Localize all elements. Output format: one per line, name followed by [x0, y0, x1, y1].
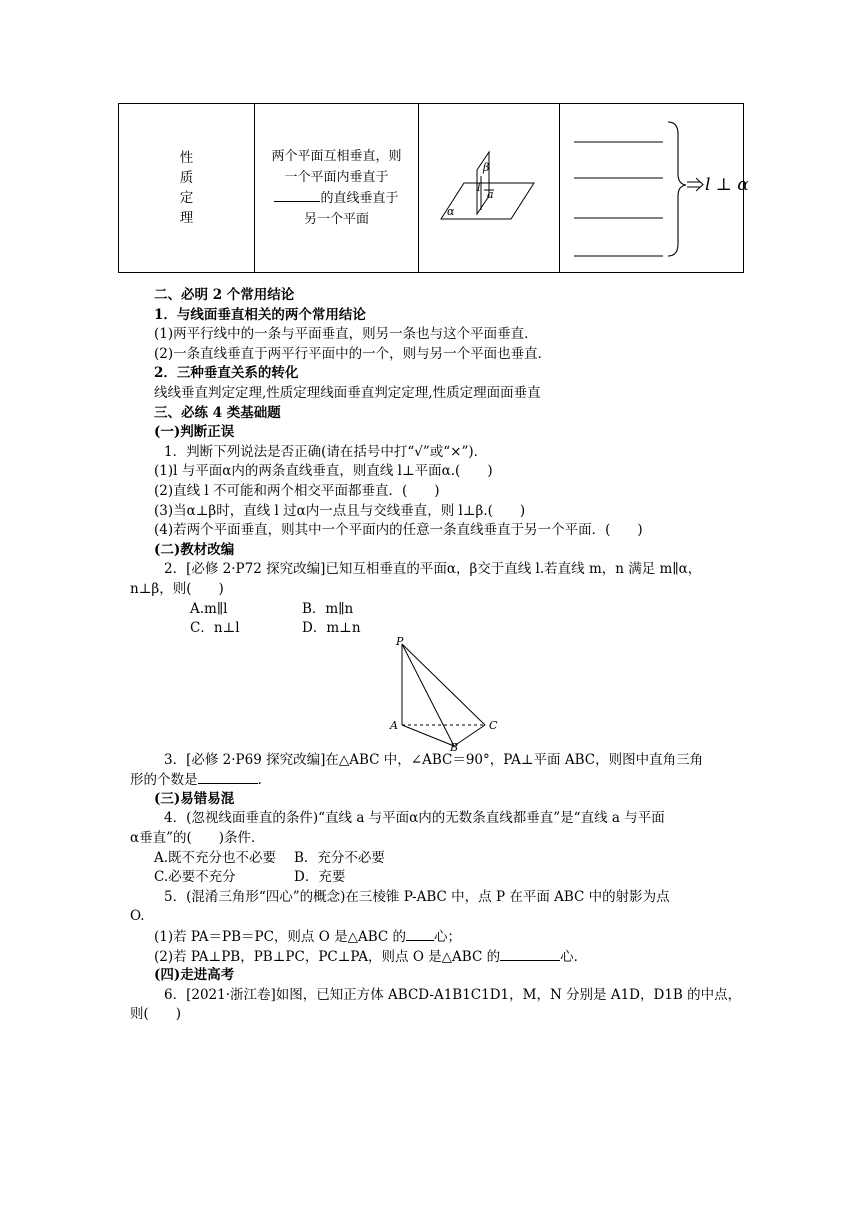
- statement-cell: [255, 104, 419, 273]
- answer-blank[interactable]: [406, 927, 434, 941]
- question-text: (1)若 PA＝PB＝PC，则点 O 是△ABC 的: [154, 929, 406, 946]
- question-item: (4)若两个平面垂直，则其中一个平面内的任意一条直线垂直于另一个平面．( ): [154, 522, 643, 539]
- question-text: 心．: [560, 948, 588, 965]
- question-stem: 则( ): [130, 1006, 182, 1023]
- figure-cell: [419, 104, 560, 273]
- label-alpha: α: [447, 205, 455, 218]
- answer-blank[interactable]: [198, 770, 258, 784]
- section-heading: 二、必明 2 个常用结论: [154, 287, 295, 303]
- options-row: [130, 868, 742, 888]
- vertex-C-label: C: [489, 718, 498, 732]
- conditions-cell: [560, 104, 749, 273]
- options-row: [130, 619, 742, 639]
- question-text: 心；: [434, 929, 461, 946]
- main-content: [130, 286, 742, 1025]
- question-item: [130, 927, 742, 947]
- question-stem: 1．判断下列说法是否正确(请在括号中打“√”或“×”)．: [164, 443, 488, 460]
- conclusion-text: l ⊥ α: [705, 175, 749, 195]
- statement-text: 的直线垂直于: [320, 191, 399, 206]
- vertex-P-label: P: [396, 634, 404, 648]
- answer-blank[interactable]: [500, 947, 560, 961]
- question-stem: n⊥β，则( ): [130, 580, 224, 597]
- row-label-char: 定: [179, 190, 194, 206]
- vertex-A-label: A: [390, 718, 398, 732]
- question-item: (1)l 与平面α内的两条直线垂直，则直线 l⊥平面α.( ): [154, 463, 493, 480]
- row-label-char: 性: [179, 150, 194, 166]
- question-text: (2)若 PA⊥PB，PB⊥PC，PC⊥PA，则点 O 是△ABC 的: [154, 948, 501, 965]
- arrow-head-icon: [696, 178, 703, 191]
- subsection-heading: (四)走进高考: [154, 967, 235, 984]
- option-b: B．m∥n: [302, 600, 354, 617]
- question-stem: 2．[必修 2·P72 探究改编]已知互相垂直的平面α，β交于直线 l.若直线 m，n 满足 m∥α，: [164, 561, 702, 578]
- edge-BC: [454, 725, 485, 746]
- subsection-heading: (三)易错易混: [154, 790, 235, 807]
- question-item: (2)直线 l 不可能和两个相交平面都垂直．( ): [154, 482, 440, 499]
- statement-line: 一个平面内垂直于: [284, 170, 389, 185]
- question-item: [130, 947, 742, 967]
- option-c: C．n⊥l: [190, 620, 240, 637]
- options-row: [130, 600, 742, 620]
- statement-line: [255, 188, 418, 209]
- option-a: A.既不充分也不必要: [154, 849, 277, 866]
- section-heading: 三、必练 4 类基础题: [154, 404, 281, 421]
- question-stem: 6．[2021·浙江卷]如图，已知正方体 ABCD-A1B1C1D1，M，N 分别是 A1D，D1B 的中点，: [164, 986, 742, 1003]
- question-text: .: [257, 772, 262, 789]
- paragraph: 线线垂直判定定理,性质定理线面垂直判定定理,性质定理面面垂直: [154, 384, 541, 401]
- paragraph: (1)两平行线中的一条与平面垂直，则另一条也与这个平面垂直．: [154, 326, 538, 343]
- option-a: A.m∥l: [190, 600, 228, 617]
- paragraph: (2)一条直线垂直于两平行平面中的一个，则与另一个平面也垂直．: [154, 345, 552, 362]
- label-a: a: [487, 188, 494, 201]
- statement-line: 另一个平面: [303, 212, 369, 227]
- question-stem: 5．(混淆三角形“四心”的概念)在三棱锥 P-ABC 中，点 P 在平面 ABC 中的射影为点: [164, 888, 670, 905]
- options-row: [130, 849, 742, 869]
- question-stem: 3．[必修 2·P69 探究改编]在△ABC 中，∠ABC＝90°，PA⊥平面 ABC，则图中直角三角: [164, 751, 704, 768]
- option-d: D．充要: [294, 869, 346, 886]
- label-beta: β: [483, 161, 490, 174]
- subsection-heading: (二)教材改编: [154, 541, 235, 558]
- statement-line: 两个平面互相垂直，则: [271, 149, 402, 164]
- question-stem: α垂直”的( )条件．: [130, 830, 265, 847]
- tetrahedron-figure: [130, 634, 742, 754]
- question-text: 形的个数是: [130, 772, 198, 789]
- perpendicular-planes-figure: [419, 104, 559, 268]
- question-stem: 4．(忽视线面垂直的条件)“直线 a 与平面α内的无数条直线都垂直”是“直线 a 与平面: [164, 810, 665, 827]
- option-b: B．充分不必要: [294, 849, 385, 866]
- subsection-heading: 2．三种垂直关系的转化: [154, 365, 299, 382]
- edge-PB: [402, 644, 454, 746]
- question-stem: O.: [130, 908, 145, 925]
- edge-PC: [402, 644, 485, 725]
- conditions-figure: [560, 104, 749, 268]
- row-label-char: 质: [179, 170, 194, 186]
- figure-container: [130, 634, 742, 754]
- row-label-char: 理: [179, 210, 194, 226]
- property-theorem-table: [118, 103, 749, 273]
- question-item: (3)当α⊥β时，直线 l 过α内一点且与交线垂直，则 l⊥β.( ): [154, 502, 526, 519]
- edge-AB: [402, 725, 454, 746]
- vertex-B-label: B: [450, 740, 459, 754]
- label-l: l: [477, 181, 481, 194]
- option-d: D．m⊥n: [302, 620, 361, 637]
- table-row: [119, 104, 744, 273]
- row-label-cell: [119, 104, 255, 273]
- question-stem: [130, 770, 742, 790]
- option-c: C.必要不充分: [154, 869, 236, 886]
- brace-icon: [668, 122, 686, 256]
- subsection-heading: 1．与线面垂直相关的两个常用结论: [154, 306, 366, 323]
- subsection-heading: (一)判断正误: [154, 424, 235, 441]
- fill-blank: [274, 189, 320, 202]
